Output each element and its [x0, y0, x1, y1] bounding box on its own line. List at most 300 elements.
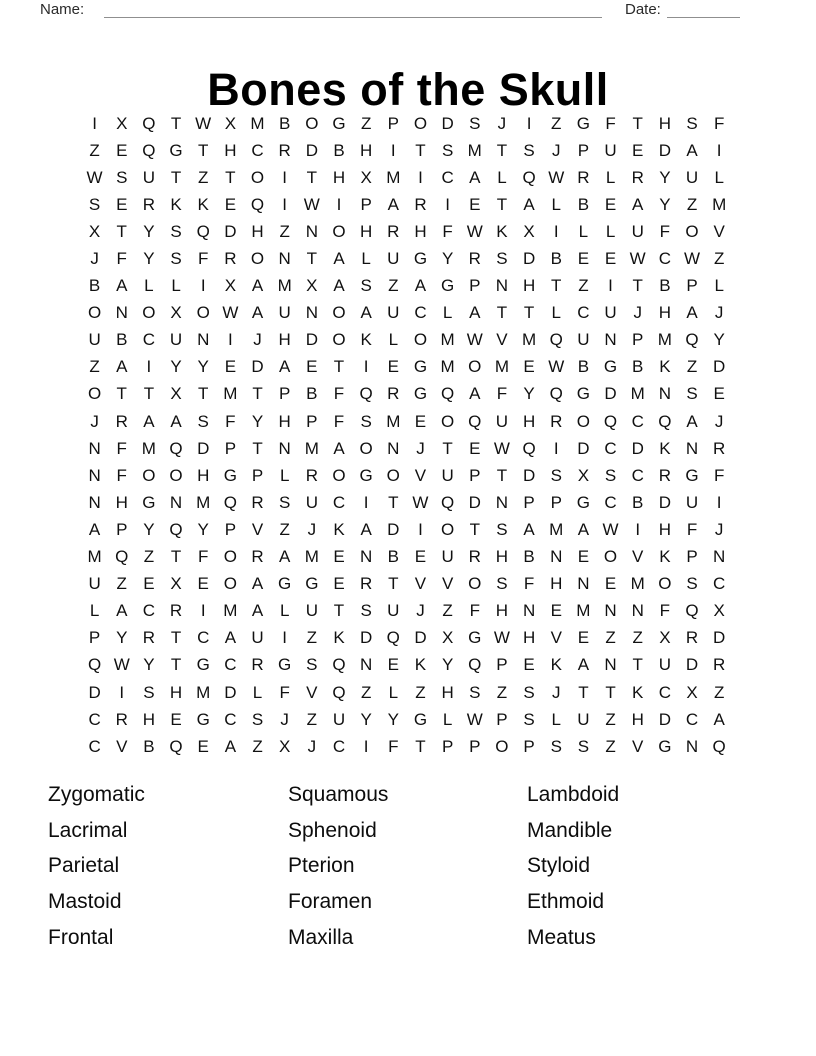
grid-letter: A [251, 303, 264, 323]
grid-letter: I [336, 194, 342, 214]
grid-letter: M [549, 519, 564, 539]
grid-letter: N [550, 547, 563, 567]
grid-letter: R [251, 492, 264, 512]
grid-letter: Z [388, 276, 399, 296]
grid-letter: S [523, 709, 535, 729]
grid-letter: Q [142, 113, 156, 133]
grid-letter: P [116, 519, 128, 539]
grid-letter: H [142, 709, 156, 729]
grid-letter: Q [549, 384, 563, 404]
grid-letter: I [227, 330, 233, 350]
grid-letter: U [142, 167, 156, 187]
grid-letter: V [116, 736, 128, 756]
grid-letter: X [170, 384, 182, 404]
grid-letter: C [88, 709, 101, 729]
grid-letter: V [414, 574, 427, 594]
grid-letter: S [496, 249, 508, 269]
grid-letter: M [87, 547, 102, 567]
grid-letter: J [416, 438, 425, 458]
grid-letter: W [548, 357, 565, 377]
grid-letter: F [198, 249, 209, 269]
grid-letter: R [387, 221, 400, 241]
grid-letter: T [496, 465, 508, 485]
grid-letter: D [197, 438, 210, 458]
grid-letter: I [390, 140, 396, 160]
grid-letter: O [413, 113, 428, 133]
grid-letter: E [116, 140, 128, 160]
grid-letter: T [632, 276, 643, 296]
grid-letter: A [360, 303, 372, 323]
grid-letter: B [659, 276, 671, 296]
grid-letter: A [333, 276, 345, 296]
grid-letter: Z [713, 249, 725, 269]
grid-letter: W [548, 167, 565, 187]
grid-letter: J [307, 519, 317, 539]
grid-letter: F [523, 574, 535, 594]
grid-letter: C [197, 628, 210, 648]
grid-letter: T [496, 140, 508, 160]
grid-letter: H [550, 574, 563, 594]
grid-letter: Y [659, 194, 671, 214]
grid-letter: H [495, 547, 509, 567]
grid-letter: M [630, 384, 645, 404]
grid-letter: K [333, 519, 345, 539]
grid-letter: A [251, 601, 264, 621]
grid-letter: A [88, 519, 101, 539]
grid-letter: Q [169, 519, 183, 539]
grid-letter: T [170, 628, 182, 648]
grid-letter: U [387, 303, 400, 323]
grid-letter: S [279, 492, 291, 512]
grid-letter: R [278, 140, 291, 160]
grid-letter: B [333, 140, 345, 160]
grid-letter: G [223, 465, 237, 485]
grid-letter: S [143, 682, 155, 702]
word-list-item: Frontal [48, 925, 114, 949]
grid-letter: R [631, 167, 644, 187]
grid-letter: B [88, 276, 101, 296]
grid-letter: L [279, 601, 290, 621]
grid-letter: Q [115, 547, 129, 567]
grid-letter: S [577, 736, 590, 756]
grid-letter: T [632, 113, 643, 133]
grid-letter: E [604, 574, 617, 594]
grid-letter: E [170, 709, 182, 729]
grid-letter: A [523, 194, 535, 214]
grid-letter: U [631, 221, 644, 241]
grid-letter: Y [143, 221, 155, 241]
grid-letter: E [414, 411, 427, 431]
grid-letter: G [413, 709, 428, 729]
grid-letter: L [89, 601, 100, 621]
grid-letter: I [716, 492, 722, 512]
grid-letter: N [88, 438, 101, 458]
grid-letter: I [635, 519, 641, 539]
grid-letter: D [224, 682, 237, 702]
grid-letter: G [576, 384, 590, 404]
grid-letter: V [306, 682, 318, 702]
grid-letter: A [279, 357, 291, 377]
grid-letter: U [604, 303, 617, 323]
grid-letter: F [333, 384, 345, 404]
grid-letter: O [332, 221, 346, 241]
grid-letter: O [332, 303, 346, 323]
grid-letter: Y [143, 519, 155, 539]
grid-letter: U [387, 601, 400, 621]
grid-letter: Z [360, 113, 372, 133]
grid-letter: N [387, 438, 400, 458]
grid-letter: S [469, 682, 481, 702]
grid-letter: T [333, 601, 345, 621]
grid-letter: H [278, 330, 291, 350]
grid-letter: N [658, 384, 671, 404]
grid-letter: M [494, 357, 509, 377]
grid-letter: O [495, 736, 509, 756]
grid-letter: D [251, 357, 264, 377]
grid-letter: G [278, 655, 292, 675]
grid-letter: J [633, 303, 642, 323]
grid-letter: M [277, 276, 292, 296]
grid-letter: Z [605, 709, 616, 729]
word-list-item: Mastoid [48, 890, 122, 914]
grid-letter: H [522, 276, 536, 296]
grid-letter: R [414, 194, 427, 214]
grid-letter: T [252, 384, 263, 404]
grid-letter: O [576, 411, 590, 431]
word-list-item: Styloid [527, 854, 591, 878]
word-list-item: Mandible [527, 818, 613, 842]
grid-letter: T [143, 384, 155, 404]
grid-letter: O [386, 465, 400, 485]
grid-letter: V [550, 628, 562, 648]
grid-letter: S [306, 655, 318, 675]
grid-letter: P [88, 628, 101, 648]
grid-letter: B [279, 113, 291, 133]
grid-letter: W [466, 221, 483, 241]
grid-letter: W [493, 628, 510, 648]
word-list [48, 777, 619, 955]
grid-letter: L [605, 221, 616, 241]
grid-letter: Y [143, 249, 155, 269]
grid-letter: N [713, 547, 726, 567]
grid-letter: E [577, 628, 590, 648]
grid-letter: J [714, 303, 724, 323]
grid-letter: X [224, 276, 237, 296]
grid-letter: G [196, 709, 210, 729]
grid-letter: X [441, 628, 454, 648]
grid-letter: T [306, 167, 318, 187]
grid-letter: P [469, 736, 481, 756]
name-blank-line [104, 0, 602, 18]
grid-letter: E [604, 194, 617, 214]
grid-letter: Q [440, 384, 455, 404]
grid-letter: O [250, 167, 265, 187]
grid-letter: N [278, 438, 291, 458]
grid-letter: D [713, 357, 726, 377]
word-list-item: Pterion [288, 854, 355, 878]
grid-letter: L [252, 682, 263, 702]
grid-letter: W [629, 249, 646, 269]
grid-letter: L [171, 276, 181, 296]
grid-letter: Q [522, 438, 536, 458]
grid-letter: R [169, 601, 183, 621]
grid-letter: C [441, 167, 454, 187]
word-list-item: Squamous [288, 783, 389, 806]
word-list-item: Lambdoid [527, 783, 620, 806]
grid-letter: R [468, 249, 481, 269]
grid-letter: P [224, 519, 237, 539]
grid-letter: U [658, 655, 671, 675]
grid-letter: Z [89, 140, 100, 160]
grid-letter: M [576, 601, 591, 621]
grid-letter: S [523, 140, 535, 160]
grid-letter: Q [685, 330, 699, 350]
word-list-column [48, 777, 288, 955]
grid-letter: E [414, 547, 427, 567]
grid-letter: E [604, 249, 617, 269]
grid-letter: O [440, 411, 455, 431]
grid-letter: K [170, 194, 182, 214]
grid-letter: C [658, 249, 671, 269]
grid-letter: P [469, 276, 481, 296]
grid-letter: M [196, 492, 211, 512]
grid-letter: D [658, 709, 671, 729]
grid-letter: Q [522, 167, 536, 187]
grid-letter: R [577, 167, 590, 187]
date-blank-line [667, 0, 740, 18]
grid-letter: M [223, 601, 238, 621]
grid-letter: Q [549, 330, 563, 350]
grid-letter: H [441, 682, 454, 702]
grid-letter: T [116, 221, 127, 241]
grid-letter: N [305, 303, 318, 323]
grid-letter: C [658, 682, 671, 702]
name-label: Name: [40, 1, 85, 18]
grid-letter: Y [116, 628, 128, 648]
grid-letter: T [415, 736, 426, 756]
grid-letter: E [143, 574, 155, 594]
grid-letter: S [496, 574, 508, 594]
grid-letter: L [714, 167, 724, 187]
grid-letter: V [251, 519, 264, 539]
grid-letter: S [550, 465, 562, 485]
grid-letter: K [197, 194, 209, 214]
grid-letter: C [142, 601, 156, 621]
grid-letter: C [332, 736, 346, 756]
word-list-item: Parietal [48, 854, 120, 878]
grid-letter: U [577, 330, 590, 350]
grid-letter: X [170, 303, 182, 323]
grid-letter: F [116, 249, 127, 269]
grid-letter: H [631, 709, 644, 729]
grid-letter: D [522, 249, 536, 269]
grid-letter: A [224, 628, 237, 648]
grid-letter: M [467, 140, 482, 160]
grid-letter: O [87, 303, 102, 323]
grid-letter: Q [332, 655, 346, 675]
grid-letter: U [305, 601, 318, 621]
grid-letter: F [442, 221, 453, 241]
grid-letter: U [495, 411, 509, 431]
grid-letter: Y [197, 519, 209, 539]
grid-letter: A [333, 438, 345, 458]
grid-letter: R [468, 547, 481, 567]
grid-letter: V [496, 330, 508, 350]
grid-letter: S [88, 194, 101, 214]
grid-letter: U [305, 492, 318, 512]
grid-letter: R [305, 465, 318, 485]
grid-letter: P [224, 438, 237, 458]
grid-letter: X [224, 113, 237, 133]
grid-letter: W [602, 519, 619, 539]
grid-letter: D [414, 628, 427, 648]
grid-letter: H [224, 140, 237, 160]
grid-letter: X [523, 221, 535, 241]
grid-letter: I [608, 276, 613, 296]
grid-letter: T [442, 438, 453, 458]
grid-letter: R [713, 655, 726, 675]
grid-letter: W [493, 438, 510, 458]
grid-letter: N [604, 601, 617, 621]
grid-letter: T [170, 167, 182, 187]
grid-letter: G [413, 357, 428, 377]
grid-letter: A [686, 303, 698, 323]
grid-letter: T [496, 194, 508, 214]
grid-letter: D [631, 438, 644, 458]
grid-letter: A [469, 384, 481, 404]
grid-letter: B [632, 357, 644, 377]
grid-letter: I [282, 194, 288, 214]
grid-letter: M [440, 330, 455, 350]
grid-letter: E [469, 194, 481, 214]
grid-letter: N [604, 655, 617, 675]
grid-letter: F [469, 601, 480, 621]
grid-letter: I [553, 438, 559, 458]
grid-letter: E [197, 736, 209, 756]
grid-letter: Y [441, 249, 454, 269]
grid-letter: X [170, 574, 182, 594]
grid-letter: D [387, 519, 400, 539]
grid-letter: R [142, 628, 156, 648]
grid-letter: C [224, 709, 237, 729]
grid-letter: B [523, 547, 535, 567]
grid-letter: R [224, 249, 237, 269]
grid-letter: Z [578, 276, 589, 296]
grid-letter: I [716, 140, 722, 160]
grid-letter: N [522, 601, 536, 621]
grid-letter: A [387, 194, 399, 214]
grid-letter: T [333, 357, 345, 377]
grid-letter: F [116, 438, 127, 458]
grid-letter: G [576, 492, 590, 512]
grid-letter: J [253, 330, 262, 350]
grid-letter: P [523, 492, 535, 512]
grid-letter: R [387, 384, 400, 404]
word-list-item: Foramen [288, 890, 373, 914]
grid-letter: U [88, 330, 101, 350]
grid-letter: K [632, 682, 644, 702]
grid-letter: L [551, 709, 561, 729]
grid-letter: O [685, 221, 699, 241]
grid-letter: A [116, 601, 128, 621]
grid-letter: T [496, 303, 508, 323]
grid-letter: I [200, 601, 206, 621]
grid-letter: O [196, 303, 210, 323]
grid-letter: N [631, 601, 644, 621]
grid-letter: Q [386, 628, 400, 648]
grid-letter: T [415, 140, 426, 160]
grid-letter: E [469, 438, 481, 458]
grid-letter: I [363, 357, 369, 377]
grid-letter: V [441, 574, 454, 594]
grid-letter: B [143, 736, 155, 756]
grid-letter: C [604, 492, 617, 512]
grid-letter: X [659, 628, 671, 648]
grid-letter: J [280, 709, 289, 729]
grid-letter: C [713, 574, 726, 594]
grid-letter: T [551, 276, 562, 296]
grid-letter: E [333, 547, 345, 567]
grid-letter: X [306, 276, 318, 296]
grid-letter: I [282, 628, 288, 648]
grid-letter: Z [306, 709, 318, 729]
grid-letter: R [251, 547, 264, 567]
grid-letter: I [282, 167, 288, 187]
grid-letter: Q [142, 140, 156, 160]
grid-letter: N [495, 492, 509, 512]
grid-letter: H [169, 682, 183, 702]
grid-letter: H [658, 519, 671, 539]
grid-letter: I [363, 736, 369, 756]
grid-letter: E [523, 655, 535, 675]
grid-letter: T [198, 140, 209, 160]
grid-letter: Y [143, 655, 155, 675]
grid-letter: I [526, 113, 532, 133]
grid-letter: V [713, 221, 725, 241]
grid-letter: C [631, 465, 644, 485]
grid-letter: R [142, 194, 156, 214]
grid-letter: S [686, 384, 698, 404]
grid-letter: H [360, 140, 373, 160]
grid-letter: Z [252, 736, 263, 756]
word-list-column [527, 777, 619, 955]
grid-letter: U [169, 330, 183, 350]
grid-letter: D [305, 330, 318, 350]
grid-letter: N [360, 547, 373, 567]
grid-letter: H [522, 628, 536, 648]
grid-letter: G [169, 140, 183, 160]
grid-letter: T [170, 113, 182, 133]
grid-letter: U [251, 628, 264, 648]
grid-letter: J [714, 519, 724, 539]
grid-letter: D [441, 113, 454, 133]
grid-letter: W [466, 330, 483, 350]
grid-letter: T [170, 655, 182, 675]
grid-letter: Z [686, 357, 698, 377]
grid-letter: P [632, 330, 644, 350]
grid-letter: Z [686, 194, 698, 214]
grid-letter: Z [496, 682, 508, 702]
grid-letter: O [250, 249, 265, 269]
word-list-item: Lacrimal [48, 818, 128, 842]
grid-letter: S [523, 682, 535, 702]
grid-letter: S [251, 709, 264, 729]
grid-letter: U [441, 465, 454, 485]
grid-letter: I [418, 167, 423, 187]
grid-letter: M [386, 167, 401, 187]
grid-letter: W [466, 709, 483, 729]
grid-letter: A [686, 140, 698, 160]
